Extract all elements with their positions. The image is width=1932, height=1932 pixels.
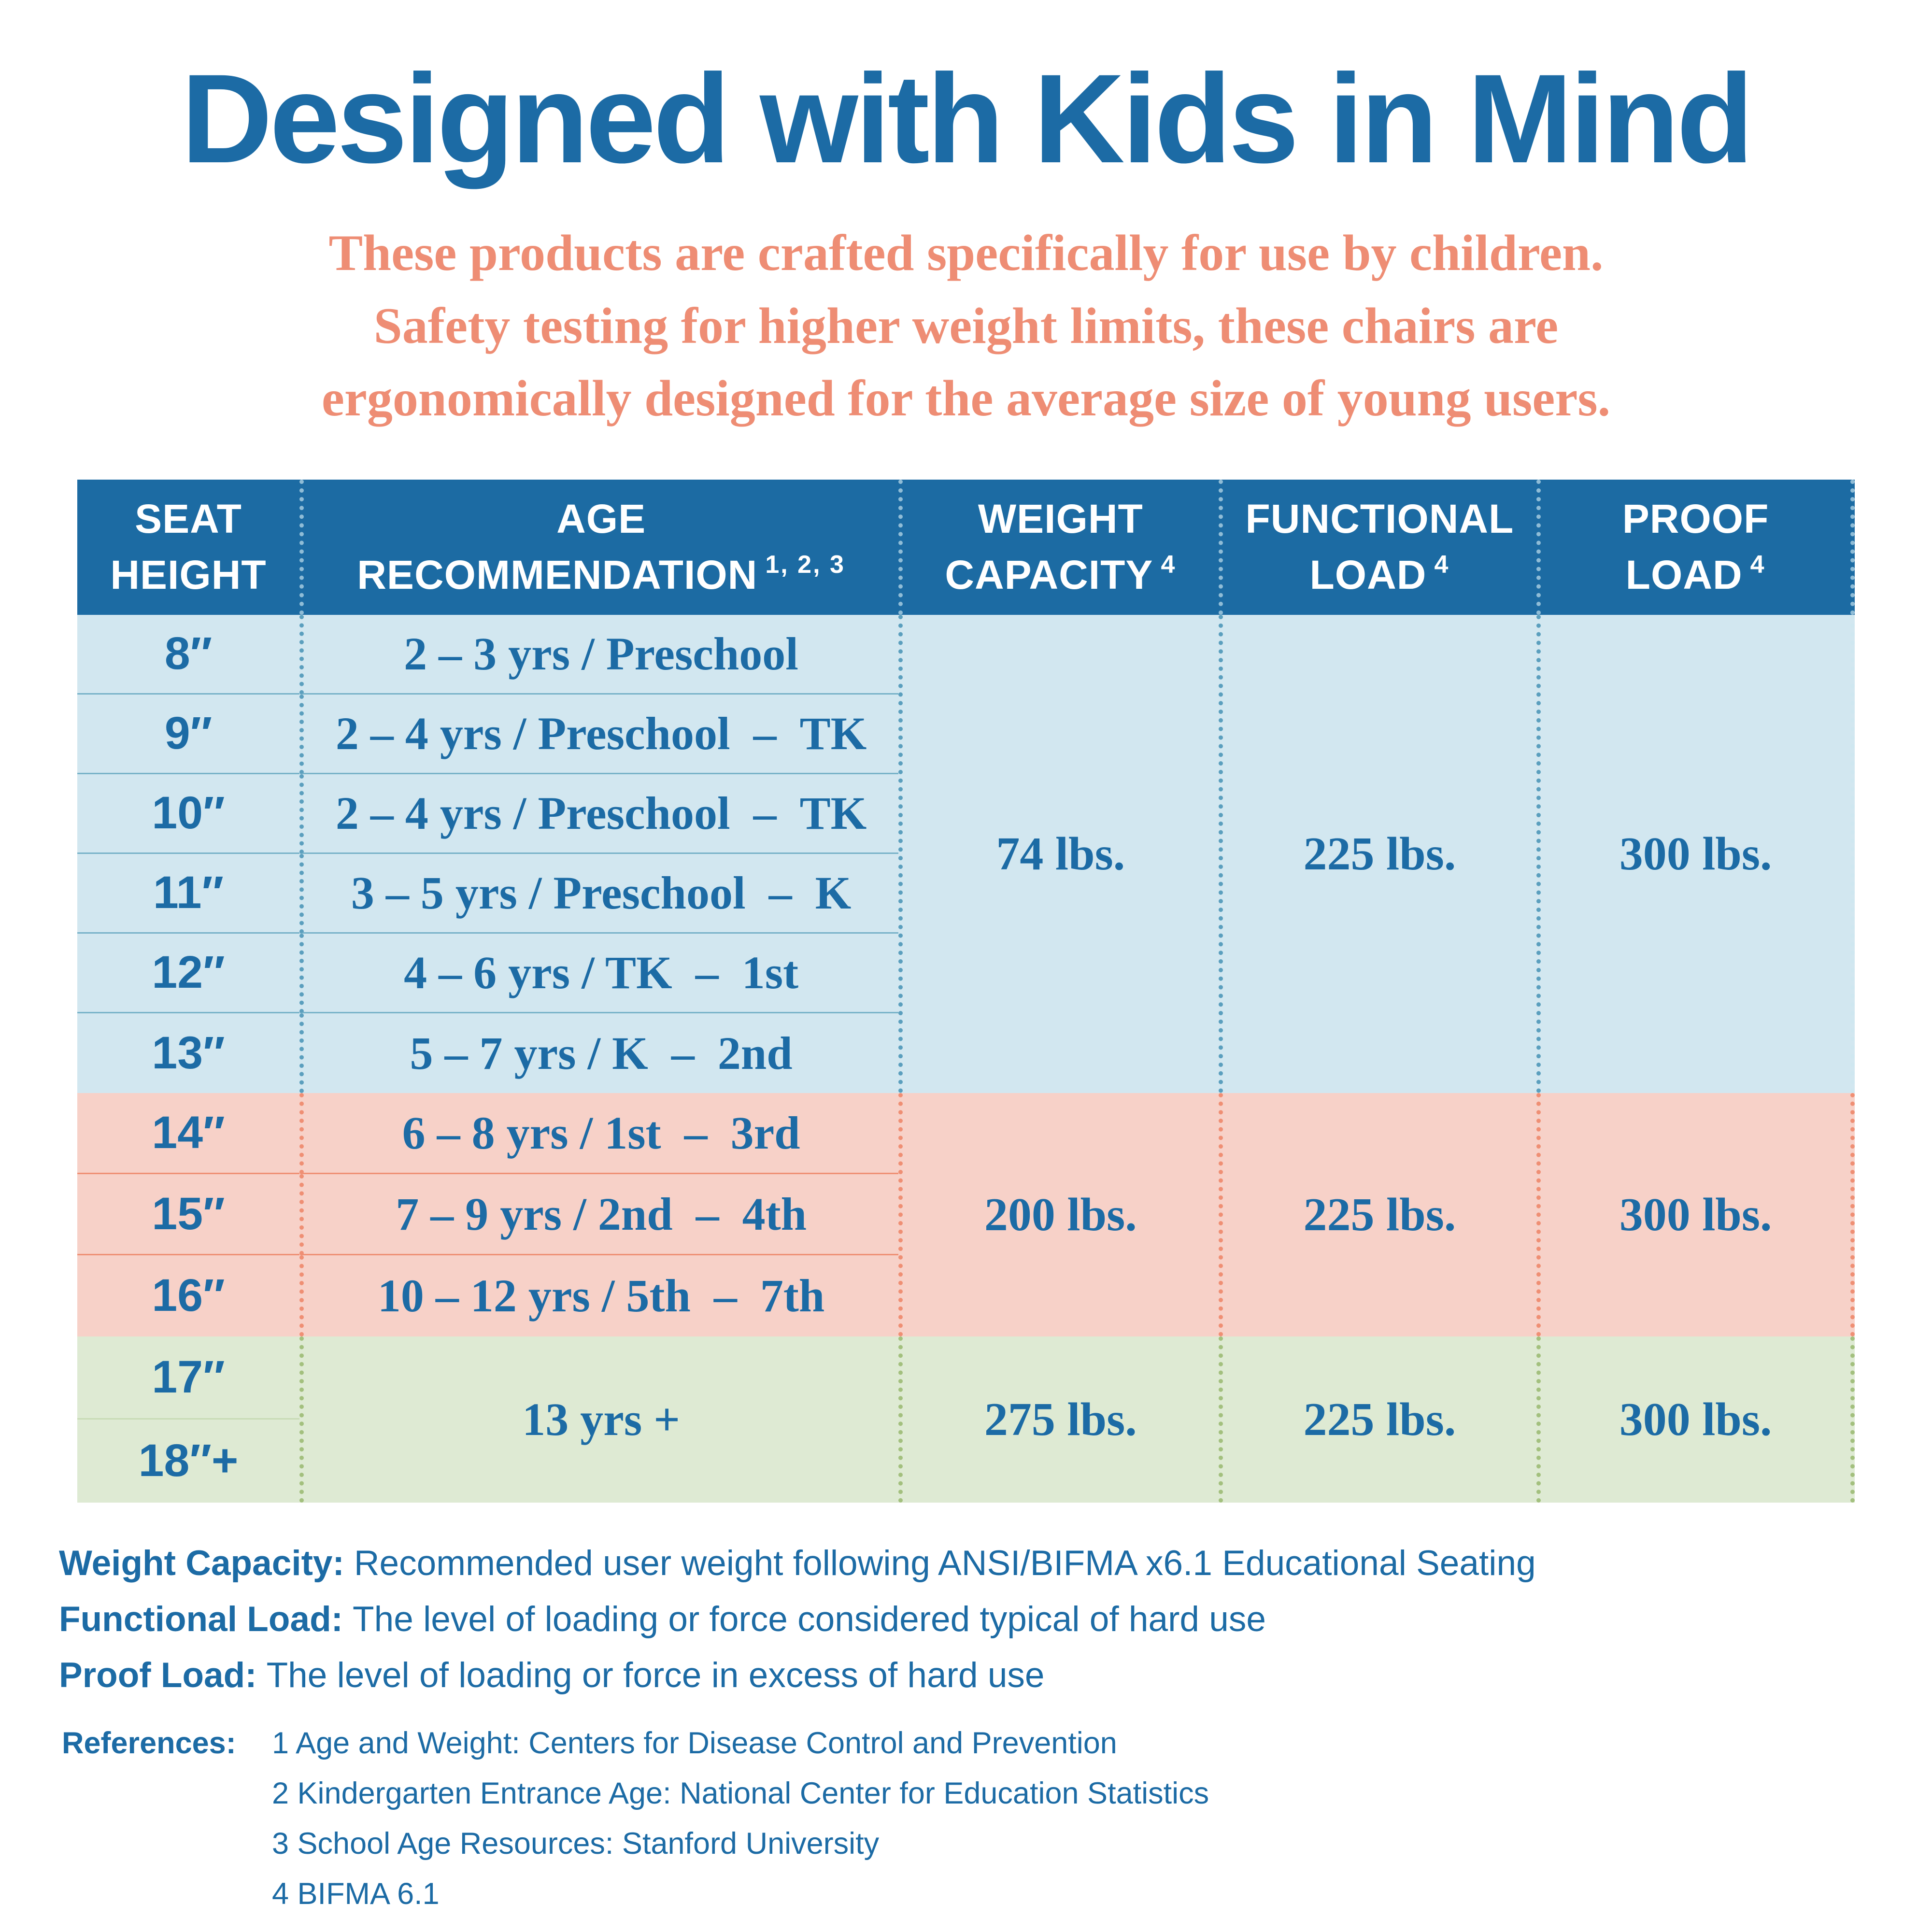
age-recommendation-cell: 7 – 9 yrs / 2nd – 4th: [299, 1174, 898, 1255]
header-superscript: 4: [1750, 550, 1766, 579]
table-section-medium-chairs: [77, 1093, 1855, 1336]
definition-term: Functional Load:: [59, 1599, 343, 1639]
definition-functional-load: [59, 1597, 1864, 1641]
subtitle-line: These products are crafted specifically for use by children.: [328, 225, 1604, 281]
definition-proof-load: [59, 1653, 1864, 1697]
age-recommendation-cell: 6 – 8 yrs / 1st – 3rd: [299, 1093, 898, 1174]
header-line: LOAD $^4$: [1625, 550, 1766, 597]
column-header-proof-load: [1536, 480, 1855, 615]
age-recommendation-cell: 2 – 4 yrs / Preschool – TK: [299, 774, 898, 854]
references-items: [272, 1724, 1864, 1925]
seat-height-cell: 17″: [77, 1336, 299, 1420]
definition-text: Recommended user weight following ANSI/BIFMA x6.1 Educational Seating: [354, 1543, 1536, 1583]
seat-height-cell: 10″: [77, 774, 299, 854]
seat-height-cell: 11″: [77, 854, 299, 934]
table-header-row: [77, 480, 1855, 615]
header-superscript: 4: [1434, 550, 1450, 579]
reference-item: 3 School Age Resources: Stanford University: [272, 1827, 880, 1861]
age-recommendation-cell: 5 – 7 yrs / K – 2nd: [299, 1013, 898, 1093]
subtitle: [0, 217, 1932, 435]
header-line: RECOMMENDATION $^{1, 2, 3}$: [357, 550, 845, 597]
functional-load-cell: 225 lbs.: [1219, 615, 1537, 1093]
references-block: [62, 1724, 1864, 1925]
table-section-small-chairs: [77, 615, 1855, 1093]
seat-height-cell: 13″: [152, 1027, 225, 1079]
seat-height-spec-table: [77, 480, 1855, 1503]
header-line: WEIGHT: [978, 496, 1143, 541]
column-header-functional-load: [1219, 480, 1537, 615]
column-header-age-recommendation: [299, 480, 898, 615]
header-superscript: 4: [1161, 550, 1177, 579]
age-recommendation-cell: 2 – 3 yrs / Preschool: [299, 615, 898, 695]
seat-height-cell: 15″: [77, 1174, 299, 1255]
definitions-block: [59, 1541, 1864, 1698]
functional-load-cell: 225 lbs.: [1219, 1336, 1537, 1503]
column-header-seat-height: [77, 480, 299, 615]
age-recommendation-cell: 2 – 4 yrs / Preschool – TK: [299, 695, 898, 774]
header-line: FUNCTIONAL: [1245, 496, 1514, 541]
subtitle-line: Safety testing for higher weight limits, these chairs are: [373, 297, 1559, 354]
proof-load-cell: 300 lbs.: [1536, 1336, 1855, 1503]
weight-capacity-cell: 275 lbs.: [898, 1336, 1218, 1503]
table-section-large-chairs: [77, 1336, 1855, 1503]
definition-term: Weight Capacity:: [59, 1543, 344, 1583]
header-line: CAPACITY $^4$: [945, 550, 1177, 597]
seat-height-cell: 18″+: [138, 1435, 239, 1487]
weight-capacity-cell: 200 lbs.: [898, 1093, 1218, 1336]
header-line: LOAD $^4$: [1309, 550, 1450, 597]
definition-text: The level of loading or force in excess of hard use: [266, 1656, 1045, 1695]
definition-text: The level of loading or force considered typical of hard use: [353, 1599, 1266, 1639]
proof-load-cell: 300 lbs.: [1536, 615, 1855, 1093]
header-line: AGE: [556, 496, 646, 541]
seat-height-cell: 8″: [77, 615, 299, 695]
definition-term: Proof Load:: [59, 1656, 257, 1695]
header-line: PROOF: [1622, 496, 1769, 541]
reference-item: 1 Age and Weight: Centers for Disease Control and Prevention: [272, 1726, 1117, 1761]
subtitle-line: ergonomically designed for the average size of young users.: [321, 370, 1611, 427]
header-line: HEIGHT: [110, 552, 267, 597]
weight-capacity-cell: 74 lbs.: [898, 615, 1218, 1093]
references-label: References:: [62, 1726, 236, 1761]
seat-height-cell: 16″: [152, 1270, 225, 1321]
column-header-weight-capacity: [898, 480, 1218, 615]
page-title: Designed with Kids in Mind: [181, 48, 1751, 189]
seat-height-cell: 12″: [77, 934, 299, 1013]
reference-item: 2 Kindergarten Entrance Age: National Center for Education Statistics: [272, 1776, 1209, 1811]
seat-height-cell: 14″: [77, 1093, 299, 1174]
reference-item: 4 BIFMA 6.1: [272, 1876, 440, 1911]
age-recommendation-cell: 3 – 5 yrs / Preschool – K: [299, 854, 898, 934]
age-recommendation-cell: 13 yrs +: [299, 1336, 898, 1503]
seat-height-cell: 9″: [77, 695, 299, 774]
header-line: SEAT: [135, 496, 242, 541]
functional-load-cell: 225 lbs.: [1219, 1093, 1537, 1336]
proof-load-cell: 300 lbs.: [1536, 1093, 1855, 1336]
definition-weight-capacity: [59, 1541, 1864, 1585]
age-recommendation-cell: 10 – 12 yrs / 5th – 7th: [299, 1255, 898, 1336]
age-recommendation-cell: 4 – 6 yrs / TK – 1st: [299, 934, 898, 1013]
header-superscript: 1, 2, 3: [765, 550, 845, 579]
